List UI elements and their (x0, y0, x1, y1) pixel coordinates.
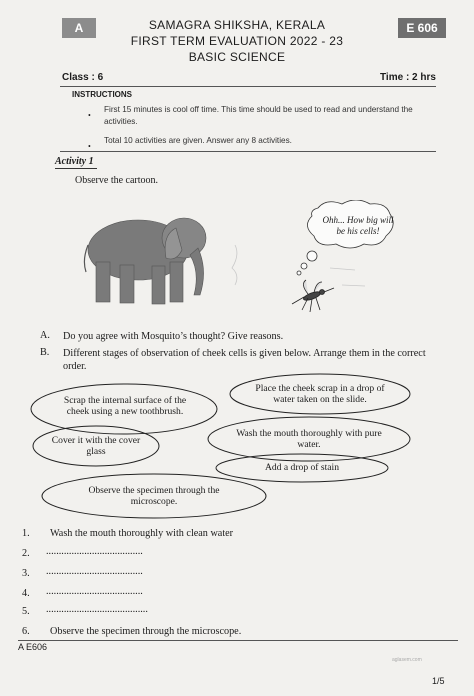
answer-number: 5. (22, 606, 30, 617)
organization-title: SAMAGRA SHIKSHA, KERALA (148, 18, 326, 32)
subject-title: BASIC SCIENCE (188, 50, 286, 64)
answer-number: 1. (22, 528, 30, 539)
paper-code-badge: E 606 (398, 18, 446, 38)
instruction-item: First 15 minutes is cool off time. This time should be used to read and understand the activities. (104, 105, 413, 126)
footer-paper-code: A E606 (18, 642, 48, 652)
answer-text: Observe the specimen through the microscope. (50, 626, 242, 637)
answer-number: 6. (22, 626, 30, 637)
activity-instruction: Observe the cartoon. (75, 175, 159, 186)
answer-blank[interactable]: ...................................... (46, 586, 143, 597)
activity-title-underline (55, 168, 97, 169)
paper-set-badge: A (62, 18, 96, 38)
answer-blank[interactable]: ...................................... (46, 546, 143, 557)
bullet-icon: • (88, 142, 91, 151)
question-label: A. (40, 330, 50, 341)
stage-text: Place the cheek scrap in a drop of water taken on the slide. (255, 383, 385, 405)
footer-divider (18, 640, 458, 641)
instructions-title: INSTRUCTIONS (72, 90, 132, 99)
answer-number: 2. (22, 548, 30, 559)
header-divider (60, 86, 436, 87)
question-label: B. (40, 347, 50, 358)
stage-text: Observe the specimen through the microscope. (88, 485, 220, 507)
time-label: Time : 2 hrs (380, 72, 436, 83)
thought-bubble-text: Ohh... How big will be his cells! (322, 215, 394, 236)
answer-blank[interactable]: ...................................... (46, 566, 143, 577)
instruction-item: Total 10 activities are given. Answer any 8 activities. (104, 136, 292, 145)
thought-bubble (297, 200, 393, 275)
stage-text: Scrap the internal surface of the cheek using a new toothbrush. (63, 395, 187, 417)
stage-text: Add a drop of stain (264, 462, 340, 473)
answer-blank[interactable]: ........................................ (46, 604, 148, 615)
question-a-text: Do you agree with Mosquito’s thought? Give reasons. (63, 331, 284, 342)
exam-title: FIRST TERM EVALUATION 2022 - 23 (130, 34, 344, 48)
elephant-image (84, 218, 206, 304)
activity-title: Activity 1 (55, 156, 94, 167)
instructions-divider (60, 151, 436, 152)
page-number: 1/5 (432, 676, 445, 686)
class-label: Class : 6 (62, 72, 104, 83)
question-b-text: Different stages of observation of cheek cells is given below. Arrange them in the correct order. (63, 348, 426, 372)
answer-number: 4. (22, 588, 30, 599)
mosquito-image (292, 280, 334, 312)
answer-text: Wash the mouth thoroughly with clean water (50, 528, 234, 539)
stage-text: Wash the mouth thoroughly with pure water. (236, 428, 382, 450)
answer-number: 3. (22, 568, 30, 579)
bullet-icon: • (88, 111, 91, 120)
corner-watermark: aglasem.com (392, 657, 422, 663)
stage-text: Cover it with the cover glass (51, 435, 141, 457)
faint-sketch-marks (232, 245, 365, 286)
